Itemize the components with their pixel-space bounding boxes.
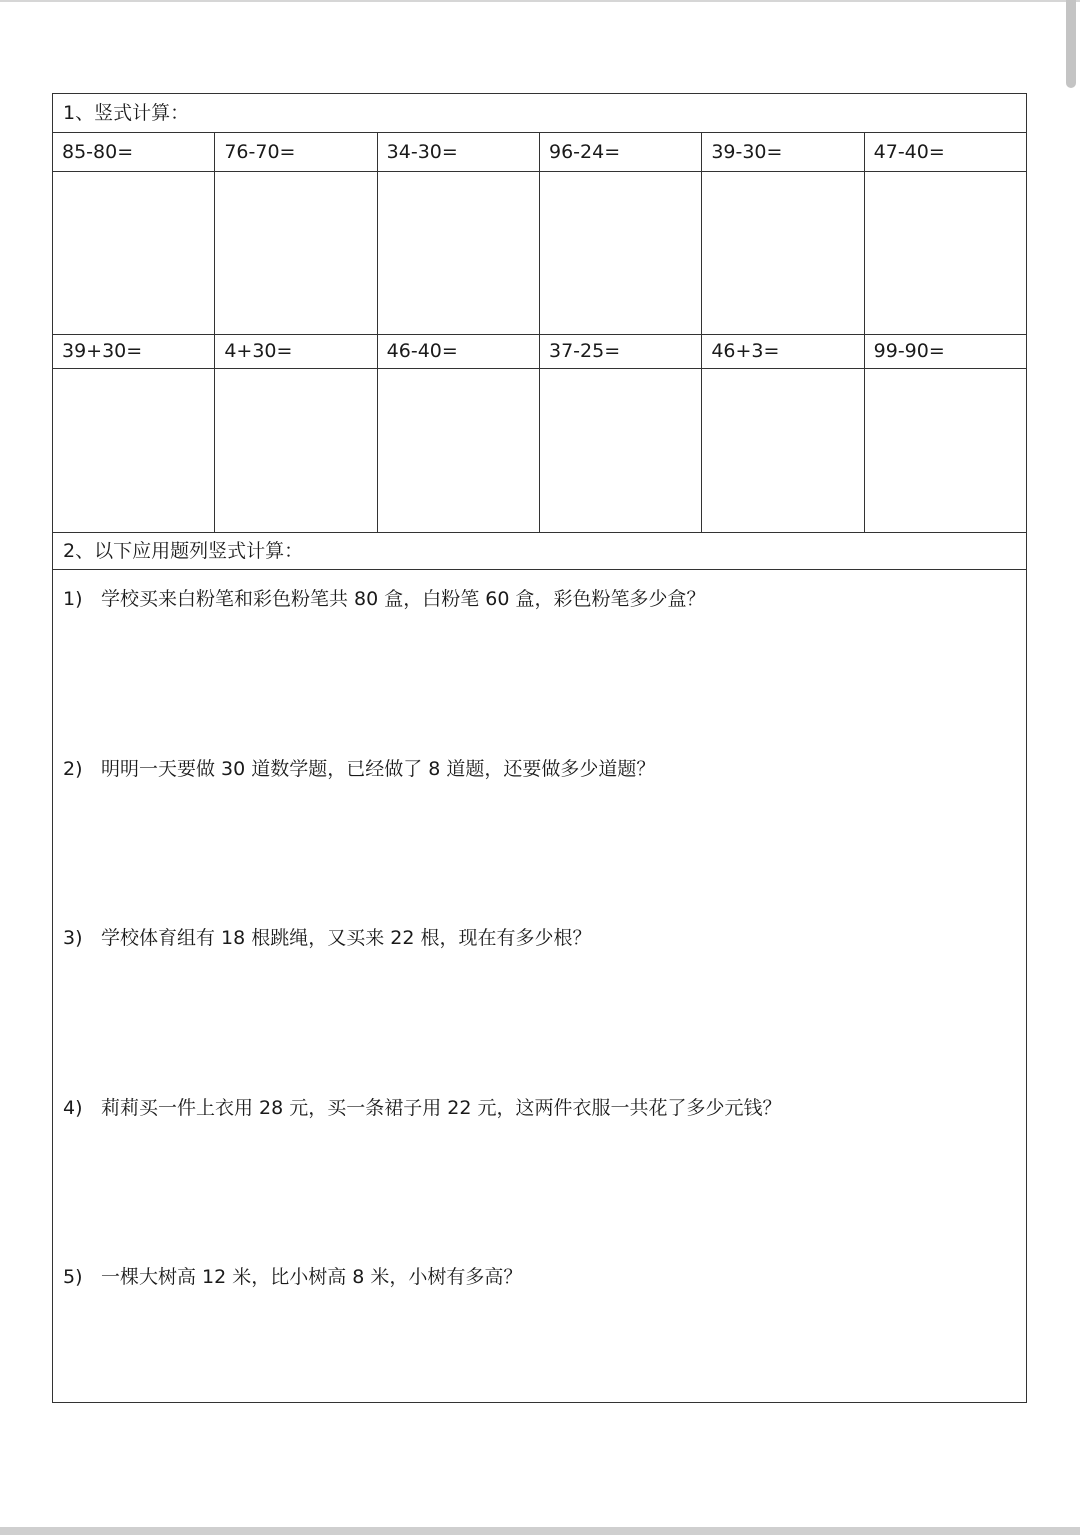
worksheet-table xyxy=(52,93,1027,1403)
equation-row-2 xyxy=(53,335,1026,369)
problem-number: 1) xyxy=(63,588,83,610)
work-area-cell xyxy=(540,172,702,334)
equation-cell: 34-30= xyxy=(378,133,540,171)
problem-number: 3) xyxy=(63,927,83,949)
word-problem xyxy=(63,925,592,951)
bottom-scroll-track xyxy=(0,1527,1080,1535)
section1-title-row xyxy=(53,94,1026,133)
equation-cell: 4+30= xyxy=(215,335,377,368)
equation-cell: 47-40= xyxy=(873,141,945,163)
section1-title: 1、竖式计算： xyxy=(63,102,190,124)
work-area-cell xyxy=(865,172,1026,334)
page-top-border xyxy=(0,0,1080,2)
word-problem xyxy=(63,1264,522,1290)
equation-cell: 96-24= xyxy=(540,133,702,171)
equation-cell: 76-70= xyxy=(215,133,377,171)
word-problem xyxy=(63,756,655,782)
problem-text: 学校买来白粉笔和彩色粉笔共 80 盒，白粉笔 60 盒，彩色粉笔多少盒？ xyxy=(101,588,706,610)
work-area-cell xyxy=(540,369,702,532)
problem-number: 2) xyxy=(63,758,83,780)
problem-number: 4) xyxy=(63,1097,83,1119)
scrollbar-thumb[interactable] xyxy=(1066,0,1076,88)
work-area-row-1 xyxy=(53,172,1026,335)
problem-text: 一棵大树高 12 米，比小树高 8 米，小树有多高？ xyxy=(101,1266,523,1288)
problem-text: 明明一天要做 30 道数学题，已经做了 8 道题，还要做多少道题？ xyxy=(101,758,656,780)
work-area-cell xyxy=(215,172,377,334)
equation-cell: 39-30= xyxy=(702,133,864,171)
equation-row-1 xyxy=(53,133,1026,172)
equation-cell: 39+30= xyxy=(53,335,215,368)
work-area-cell xyxy=(378,172,540,334)
problem-number: 5) xyxy=(63,1266,83,1288)
problem-text: 莉莉买一件上衣用 28 元，买一条裙子用 22 元，这两件衣服一共花了多少元钱？ xyxy=(101,1097,782,1119)
word-problem xyxy=(63,1095,782,1121)
equation-cell: 85-80= xyxy=(53,133,215,171)
work-area-cell xyxy=(702,172,864,334)
equation-cell: 99-90= xyxy=(873,340,945,362)
equation-cell: 46-40= xyxy=(378,335,540,368)
section2-title-row xyxy=(53,533,1026,570)
problem-text: 学校体育组有 18 根跳绳，又买来 22 根，现在有多少根？ xyxy=(101,927,592,949)
work-area-cell xyxy=(53,369,215,532)
work-area-cell xyxy=(378,369,540,532)
equation-cell: 46+3= xyxy=(702,335,864,368)
equation-cell: 37-25= xyxy=(540,335,702,368)
work-area-cell xyxy=(215,369,377,532)
work-area-cell xyxy=(53,172,215,334)
work-area-row-2 xyxy=(53,369,1026,533)
work-area-cell xyxy=(865,369,1026,532)
word-problem xyxy=(63,586,706,612)
work-area-cell xyxy=(702,369,864,532)
section2-title: 2、以下应用题列竖式计算： xyxy=(63,540,304,562)
